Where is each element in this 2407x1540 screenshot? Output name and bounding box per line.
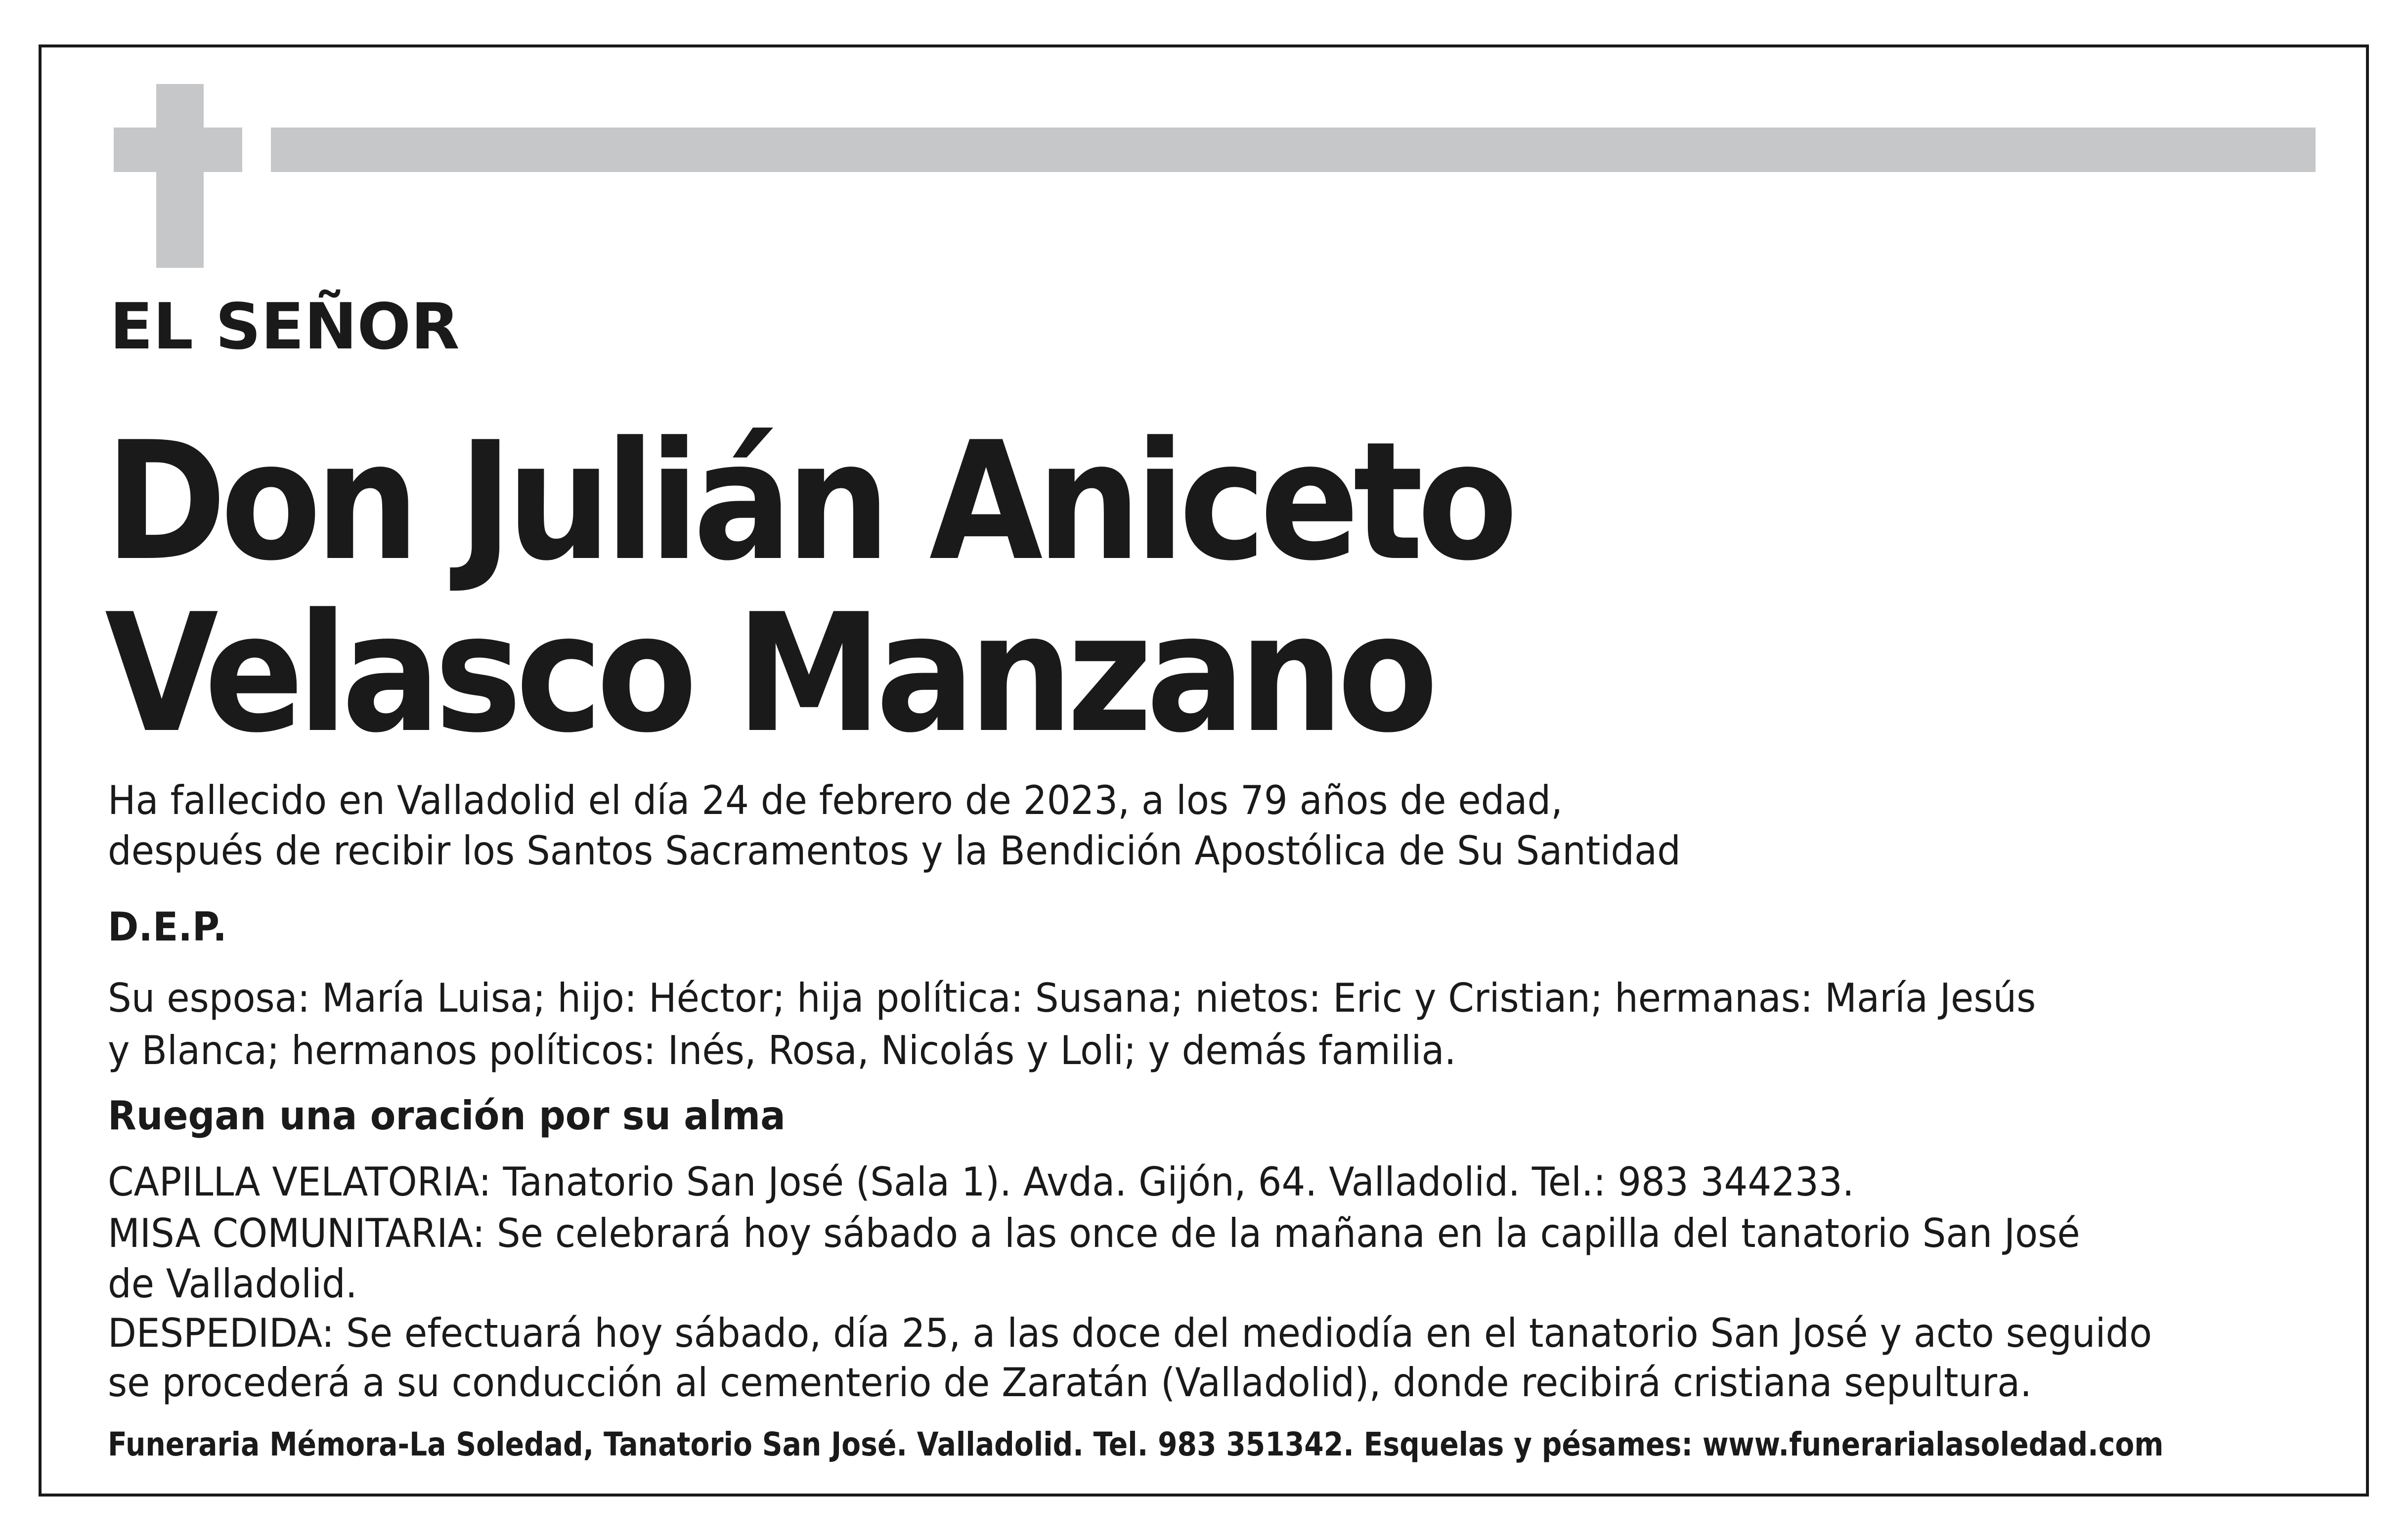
rip-label: D.E.P. (108, 904, 227, 950)
funeral-home-footer: Funeraria Mémora-La Soledad, Tanatorio San José. Valladolid. Tel. 983 351342. Esquelas y pésames: www.funerarialasoledad.com (108, 1425, 2164, 1463)
prayer-request: Ruegan una oración por su alma (108, 1093, 786, 1139)
deceased-name-line-1: Don Julián Aniceto (105, 407, 1512, 597)
honorific: EL SEÑOR (110, 290, 460, 364)
details-line: MISA COMUNITARIA: Se celebrará hoy sábado a las once de la mañana en la capilla del tanatorio San José (108, 1210, 2080, 1256)
death-info-line-2: después de recibir los Santos Sacramentos y la Bendición Apostólica de Su Santidad (108, 828, 1681, 874)
cross-vertical-bar (156, 84, 204, 268)
details-line: se procederá a su conducción al cementerio de Zaratán (Valladolid), donde recibirá cristiana sepultura. (108, 1360, 2032, 1406)
header-bar (271, 128, 2316, 172)
details-line: de Valladolid. (108, 1261, 357, 1307)
family-line-1: Su esposa: María Luisa; hijo: Héctor; hija política: Susana; nietos: Eric y Cristian; hermanas: María Jesús (108, 975, 2036, 1021)
details-line: DESPEDIDA: Se efectuará hoy sábado, día 25, a las doce del mediodía en el tanatorio San José y acto seguido (108, 1310, 2152, 1356)
cross-horizontal-bar (114, 128, 242, 172)
family-line-2: y Blanca; hermanos políticos: Inés, Rosa, Nicolás y Loli; y demás familia. (108, 1027, 1456, 1073)
notice-border (39, 44, 2369, 1497)
death-info-line-1: Ha fallecido en Valladolid el día 24 de febrero de 2023, a los 79 años de edad, (108, 777, 1563, 823)
deceased-name-line-2: Velasco Manzano (105, 579, 1432, 769)
details-line: CAPILLA VELATORIA: Tanatorio San José (Sala 1). Avda. Gijón, 64. Valladolid. Tel.: 983 344233. (108, 1159, 1854, 1205)
